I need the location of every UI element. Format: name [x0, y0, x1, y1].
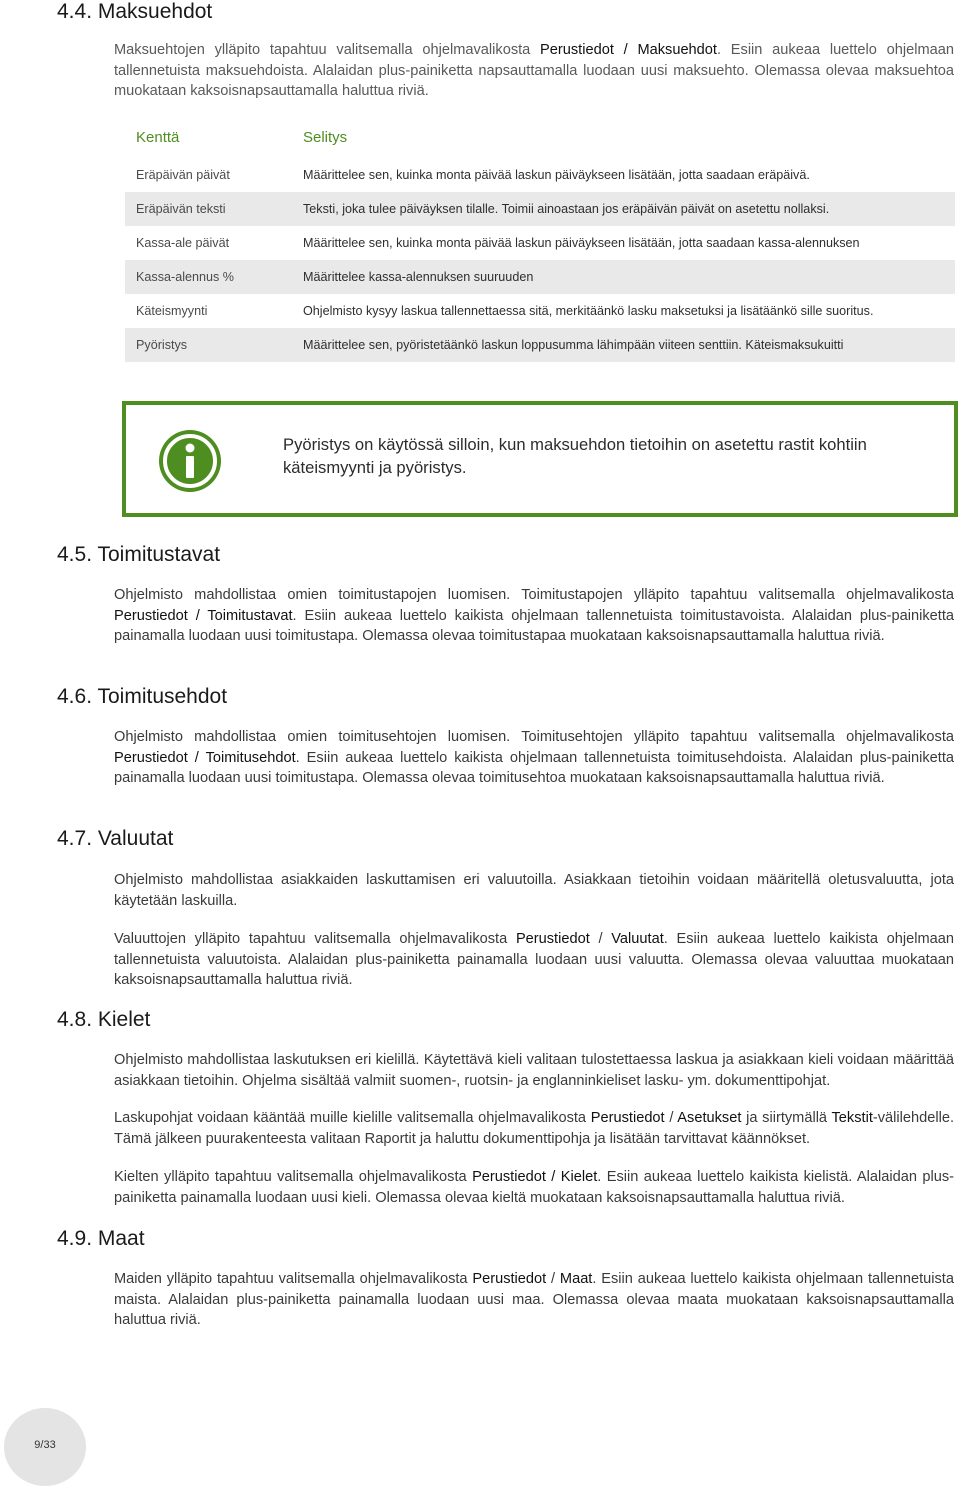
text-run: / — [589, 931, 612, 947]
text-run: . Esiin aukeaa luettelo kaikista ohjelmaan tallennetuista toimitusehdoista. Alalaidan plus-painiketta painamalla luodaan uusi toimitustapa. Olemassa olevaa toimitusehtoa muokataan kaksoisnapsauttamalla haluttua riviä. — [114, 749, 954, 787]
row-description: Määrittelee sen, kuinka monta päivää laskun päiväykseen lisätään, jotta saadaan eräpäivä. — [303, 168, 810, 182]
emphasis-text: Valuutat — [611, 931, 664, 947]
table-row — [125, 192, 955, 226]
text-run: Ohjelmisto mahdollistaa laskutuksen eri kielillä. Käytettävä kieli valitaan tulostettaessa laskua ja asiakkaan kieli voidaan määrittää asiakkaan tietoihin. Ohjelma sisältää valmiit suomen-, ruotsin- ja englanninkieliset lasku- ym. dokumenttipohjat. — [114, 1052, 954, 1089]
row-field: Eräpäivän päivät — [136, 168, 230, 182]
text-run: -välilehdelle. Tämä jälkeen puurakenteesta valitaan Raportit ja haluttu dokumenttipohja ja lisätään tarvittavat käännökset. — [114, 1110, 954, 1147]
emphasis-text: Perustiedot / Maksuehdot — [540, 42, 717, 58]
note-text: Pyöristys on käytössä silloin, kun maksuehdon tietoihin on asetettu rastit kohtiin käteismyynti ja pyöristys. — [283, 435, 867, 477]
text-run: . Esiin aukeaa luettelo kaikista kielistä. Alalaidan plus-painiketta painamalla luodaan uusi kieli. Olemassa olevaa kieltä muokataan kaksoisnapsauttamalla haluttua riviä. — [114, 1169, 954, 1206]
text-run: Ohjelmisto mahdollistaa omien toimitustapojen luomisen. Toimitustapojen ylläpito tapahtuu valitsemalla ohjelmavalikosta — [114, 587, 954, 603]
emphasis-text: Perustiedot / Toimitusehdot — [114, 749, 296, 766]
row-field: Eräpäivän teksti — [136, 202, 226, 216]
emphasis-text: Perustiedot — [472, 1271, 547, 1287]
text-run: . Esiin aukeaa luettelo kaikista ohjelmaan tallennetuista maista. Alalaidan plus-painiketta painamalla luodaan uusi maa. Olemassa olevaa maata muokataan kaksoisnapsauttamalla haluttua riviä. — [114, 1271, 954, 1329]
table-row — [125, 226, 955, 260]
page-number-badge — [4, 1408, 86, 1486]
row-field: Kassa-ale päivät — [136, 236, 230, 250]
table-row — [125, 328, 955, 362]
row-description: Ohjelmisto kysyy laskua tallennettaessa sitä, merkitäänkö lasku maksetuksi ja lisätäänkö sille suoritus. — [303, 304, 874, 318]
paragraph-4-5 — [114, 585, 954, 647]
heading-4-5: 4.5. Toimitustavat — [57, 543, 221, 566]
emphasis-text: Maat — [559, 1271, 593, 1287]
text-run: / — [546, 1271, 560, 1287]
paragraph-4-4-intro — [114, 40, 954, 102]
row-description: Määrittelee kassa-alennuksen suuruuden — [303, 270, 534, 284]
paragraph-4-7-b — [114, 929, 954, 991]
row-field: Käteismyynti — [136, 304, 208, 318]
heading-4-9: 4.9. Maat — [57, 1227, 145, 1250]
paragraph-4-9 — [114, 1269, 954, 1331]
row-description: Määrittelee sen, pyöristetäänkö laskun loppusumma lähimpään viiteen senttiin. Käteismaksukuitti — [303, 338, 844, 352]
column-header-description: Selitys — [303, 129, 348, 146]
text-run: . Esiin aukeaa luettelo kaikista ohjelmaan tallennetuista valuutoista. Alalaidan plus-painiketta painamalla luodaan uusi valuutta. Olemassa olevaa valuuttaa muokataan kaksoisnapsauttamalla haluttua riviä. — [114, 931, 955, 989]
text-run: / — [664, 1110, 678, 1126]
text-run: Laskupohjat voidaan kääntää muille kielille valitsemalla ohjelmavalikosta — [114, 1110, 591, 1126]
heading-4-7: 4.7. Valuutat — [57, 827, 174, 850]
row-description: Määrittelee sen, kuinka monta päivää laskun päiväykseen lisätään, jotta saadaan kassa-alennuksen — [303, 236, 860, 250]
column-header-field: Kenttä — [136, 129, 180, 146]
emphasis-text: Perustiedot — [590, 1110, 665, 1126]
info-icon — [154, 425, 226, 502]
emphasis-text: Asetukset — [677, 1110, 742, 1126]
emphasis-text: Perustiedot / Toimitustavat — [114, 607, 293, 624]
paragraph-4-7-a — [114, 870, 954, 911]
paragraph-4-6 — [114, 727, 954, 789]
heading-4-8: 4.8. Kielet — [57, 1008, 151, 1031]
table-row — [125, 294, 955, 328]
paragraph-4-8-b — [114, 1108, 954, 1149]
paragraph-4-8-c — [114, 1167, 954, 1208]
text-run: Maiden ylläpito tapahtuu valitsemalla ohjelmavalikosta — [114, 1271, 473, 1287]
emphasis-text: Tekstit — [831, 1110, 873, 1126]
field-table — [125, 120, 955, 362]
heading-4-6: 4.6. Toimitusehdot — [57, 685, 228, 708]
row-field: Pyöristys — [136, 338, 188, 352]
table-header — [125, 120, 955, 158]
text-run: Ohjelmisto mahdollistaa asiakkaiden laskuttamisen eri valuutoilla. Asiakkaan tietoihin voidaan määritellä oletusvaluutta, jota käytetään laskuilla. — [114, 872, 954, 909]
table-row — [125, 158, 955, 192]
text-run: Kielten ylläpito tapahtuu valitsemalla ohjelmavalikosta — [114, 1169, 473, 1185]
paragraph-4-8-a — [114, 1050, 954, 1091]
emphasis-text: Perustiedot / Kielet — [472, 1169, 598, 1185]
page-number: 9/33 — [34, 1439, 56, 1451]
row-field: Kassa-alennus % — [136, 270, 235, 284]
heading-4-4: 4.4. Maksuehdot — [57, 0, 213, 23]
row-description: Teksti, joka tulee päiväyksen tilalle. Toimii ainoastaan jos eräpäivän päivät on asetettu nollaksi. — [303, 202, 830, 216]
text-run: Valuuttojen ylläpito tapahtuu valitsemalla ohjelmavalikosta — [114, 931, 516, 947]
text-run: . Esiin aukeaa luettelo ohjelmaan tallennetuista maksuehdoista. Alalaidan plus-painiketta napsauttamalla luodaan uusi maksuehto. Olemassa olevaa maksuehtoa muokataan kaksoisnapsauttamalla haluttua riviä. — [114, 42, 954, 100]
emphasis-text: Perustiedot — [515, 931, 590, 947]
text-run: Maksuehtojen ylläpito tapahtuu valitsemalla ohjelmavalikosta — [114, 42, 541, 58]
info-note — [122, 401, 958, 517]
text-run: . Esiin aukeaa luettelo kaikista ohjelmaan tallennetuista toimitustavoista. Alalaidan plus-painiketta painamalla luodaan uusi toimitustapa. Olemassa olevaa toimitustapaa muokataan kaksoisnapsauttamalla haluttua riviä. — [114, 607, 954, 645]
text-run: Ohjelmisto mahdollistaa omien toimitusehtojen luomisen. Toimitusehtojen ylläpito tapahtuu valitsemalla ohjelmavalikosta — [114, 729, 954, 745]
text-run: ja siirtymällä — [741, 1110, 832, 1126]
table-row — [125, 260, 955, 294]
